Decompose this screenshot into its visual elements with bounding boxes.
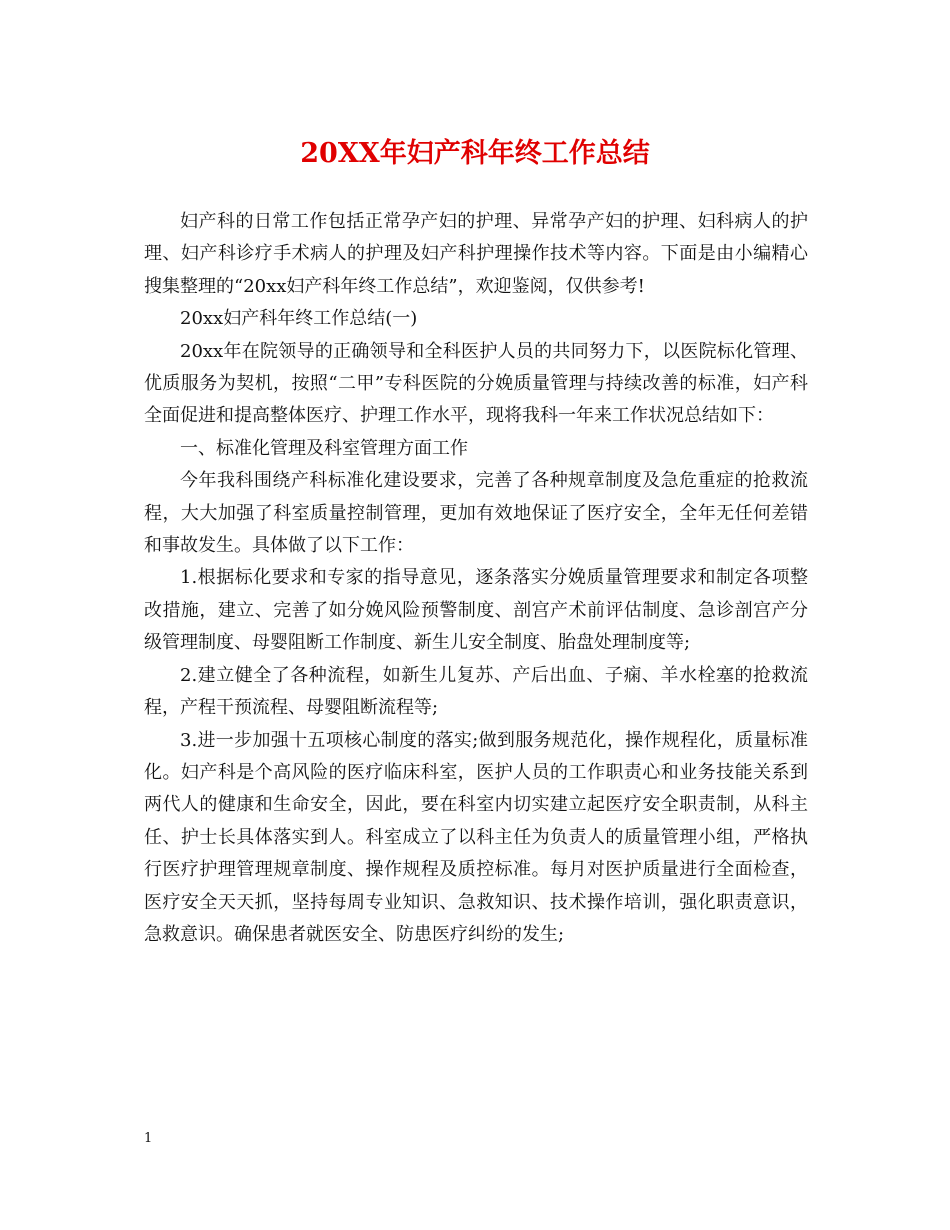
overview-paragraph: 20xx年在院领导的正确领导和全科医护人员的共同努力下，以医院标化管理、优质服务为契机，按照“二甲”专科医院的分娩质量管理与持续改善的标准，妇产科全面促进和提高整体医疗、护理工作水平，现将我科一年来工作状况总结如下： bbox=[144, 340, 808, 427]
item-one-paragraph: 1.根据标化要求和专家的指导意见，逐条落实分娩质量管理要求和制定各项整改措施，建立、完善了如分娩风险预警制度、剖宫产术前评估制度、急诊剖宫产分级管理制度、母婴阻断工作制度、新生儿安全制度、胎盘处理制度等; bbox=[144, 567, 808, 654]
item-three-paragraph: 3.进一步加强十五项核心制度的落实;做到服务规范化，操作规程化，质量标准化。妇产科是个高风险的医疗临床科室，医护人员的工作职责心和业务技能关系到两代人的健康和生命安全，因此，要在科室内切实建立起医疗安全职责制，从科主任、护士长具体落实到人。科室成立了以科主任为负责人的质量管理小组，严格执行医疗护理管理规章制度、操作规程及质控标准。每月对医护质量进行全面检查，医疗安全天天抓，坚持每周专业知识、急救知识、技术操作培训，强化职责意识，急救意识。确保患者就医安全、防患医疗纠纷的发生; bbox=[144, 729, 808, 945]
document-body bbox=[144, 206, 808, 951]
intro-paragraph: 妇产科的日常工作包括正常孕产妇的护理、异常孕产妇的护理、妇科病人的护理、妇产科诊疗手术病人的护理及妇产科护理操作技术等内容。下面是由小编精心搜集整理的“20xx妇产科年终工作总结”，欢迎鉴阅，仅供参考! bbox=[144, 211, 808, 297]
section-heading-standardization: 一、标准化管理及科室管理方面工作 bbox=[180, 437, 468, 459]
section-heading-summary-one: 20xx妇产科年终工作总结(一) bbox=[180, 308, 418, 330]
document-title: 20XX年妇产科年终工作总结 bbox=[300, 138, 650, 169]
item-two-paragraph: 2.建立健全了各种流程，如新生儿复苏、产后出血、子痫、羊水栓塞的抢救流程，产程干预流程、母婴阻断流程等; bbox=[144, 664, 808, 719]
page-number: 1 bbox=[144, 1131, 153, 1146]
standardization-paragraph: 今年我科围绕产科标准化建设要求，完善了各种规章制度及急危重症的抢救流程，大大加强了科室质量控制管理，更加有效地保证了医疗安全，全年无任何差错和事故发生。具体做了以下工作： bbox=[144, 470, 808, 557]
